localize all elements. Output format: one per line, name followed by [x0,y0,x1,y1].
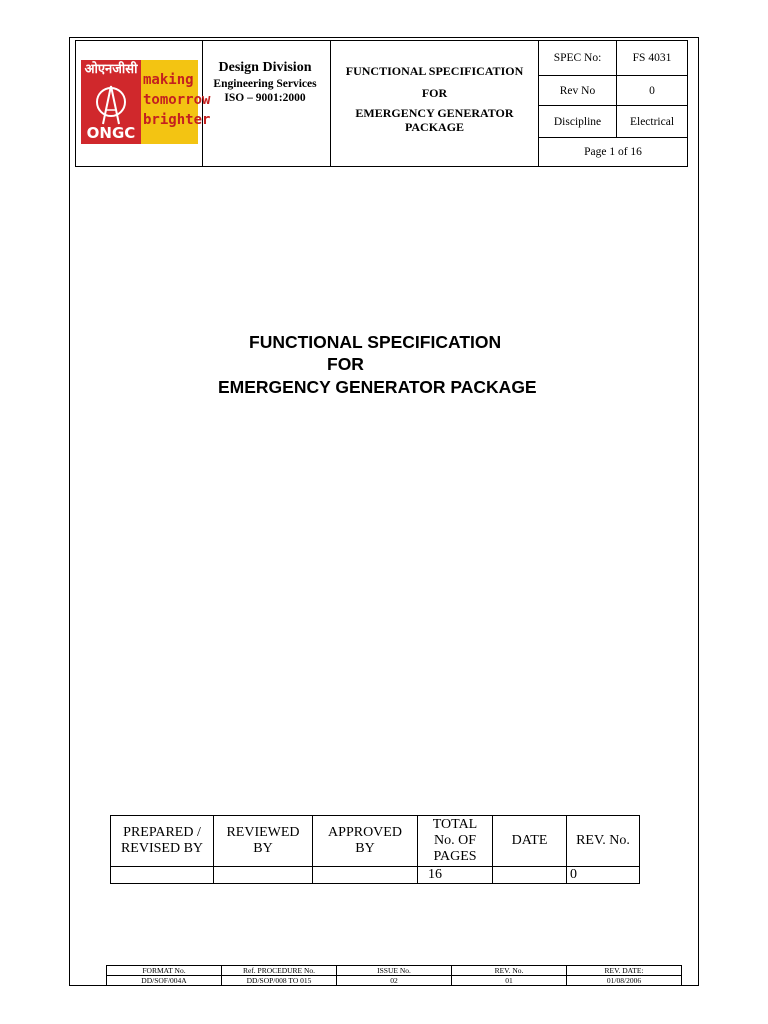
logo-tagline-line: brighter [143,112,211,128]
approval-table [110,815,640,884]
header-text: REVIEWED [226,825,300,840]
ongc-logo [81,60,211,144]
rev-no-header: REV. No. [567,816,640,867]
division-block [205,60,325,104]
footer-header-cell: FORMAT No. [107,966,222,976]
logo-brand: ONGC [86,124,136,142]
footer-value-cell: 01/08/2006 [567,976,682,986]
approved-header [313,816,418,867]
main-title-line: FOR [327,354,364,374]
header-text: PAGES [433,849,477,864]
header-text: APPROVED [328,825,402,840]
footer-value-cell: 01 [452,976,567,986]
reviewed-value [214,867,313,884]
footer-value-row [107,976,682,986]
main-title-line: FUNCTIONAL SPECIFICATION [249,332,502,352]
footer-format-table [106,965,682,986]
approval-header-row [111,816,640,867]
prepared-value [111,867,214,884]
footer-value-cell: DD/SOF/004A [107,976,222,986]
logo-red-panel [81,60,141,144]
header-text: No. OF [433,833,476,848]
footer-header-cell: ISSUE No. [337,966,452,976]
main-title-line: EMERGENCY GENERATOR PACKAGE [218,377,537,397]
footer-value-cell: 02 [337,976,452,986]
discipline-value: Electrical [616,105,688,138]
date-value [493,867,567,884]
header-text: BY [355,841,375,856]
reviewed-header [214,816,313,867]
footer-header-cell: REV. DATE: [567,966,682,976]
header-text: TOTAL [432,817,478,832]
spec-label: SPEC No: [538,40,617,76]
header-text: PREPARED / [123,825,201,840]
header-doc-title [331,62,538,134]
logo-hindi-text: ओएनजीसी [84,62,138,77]
logo-tagline-line: making [143,72,194,88]
footer-value-cell: DD/SOP/008 TO 015 [222,976,337,986]
approval-value-row [111,867,640,884]
approved-value [313,867,418,884]
division-services: Engineering Services [213,78,317,90]
rev-no-value: 0 [567,867,640,884]
header-title-line: FUNCTIONAL SPECIFICATION [345,64,524,78]
header-text: REVISED BY [120,841,204,856]
spec-value: FS 4031 [616,40,688,76]
page-indicator: Page 1 of 16 [538,137,688,167]
logo-tagline [143,70,211,130]
division-iso: ISO – 9001:2000 [224,92,306,104]
header-title-line: PACKAGE [404,120,465,134]
prepared-header [111,816,214,867]
footer-header-cell: Ref. PROCEDURE No. [222,966,337,976]
footer-header-row [107,966,682,976]
total-pages-header [418,816,493,867]
logo-tagline-line: tomorrow [143,92,211,108]
footer-header-cell: REV. No. [452,966,567,976]
date-header: DATE [493,816,567,867]
discipline-label: Discipline [538,105,617,138]
header-bottom-rule [75,166,688,167]
rev-value: 0 [616,75,688,106]
rev-label: Rev No [538,75,617,106]
header-title-line: EMERGENCY GENERATOR [355,106,514,120]
division-name: Design Division [218,60,312,75]
header-text: BY [253,841,273,856]
total-pages-value: 16 [418,867,493,884]
header-title-line: FOR [421,86,448,100]
